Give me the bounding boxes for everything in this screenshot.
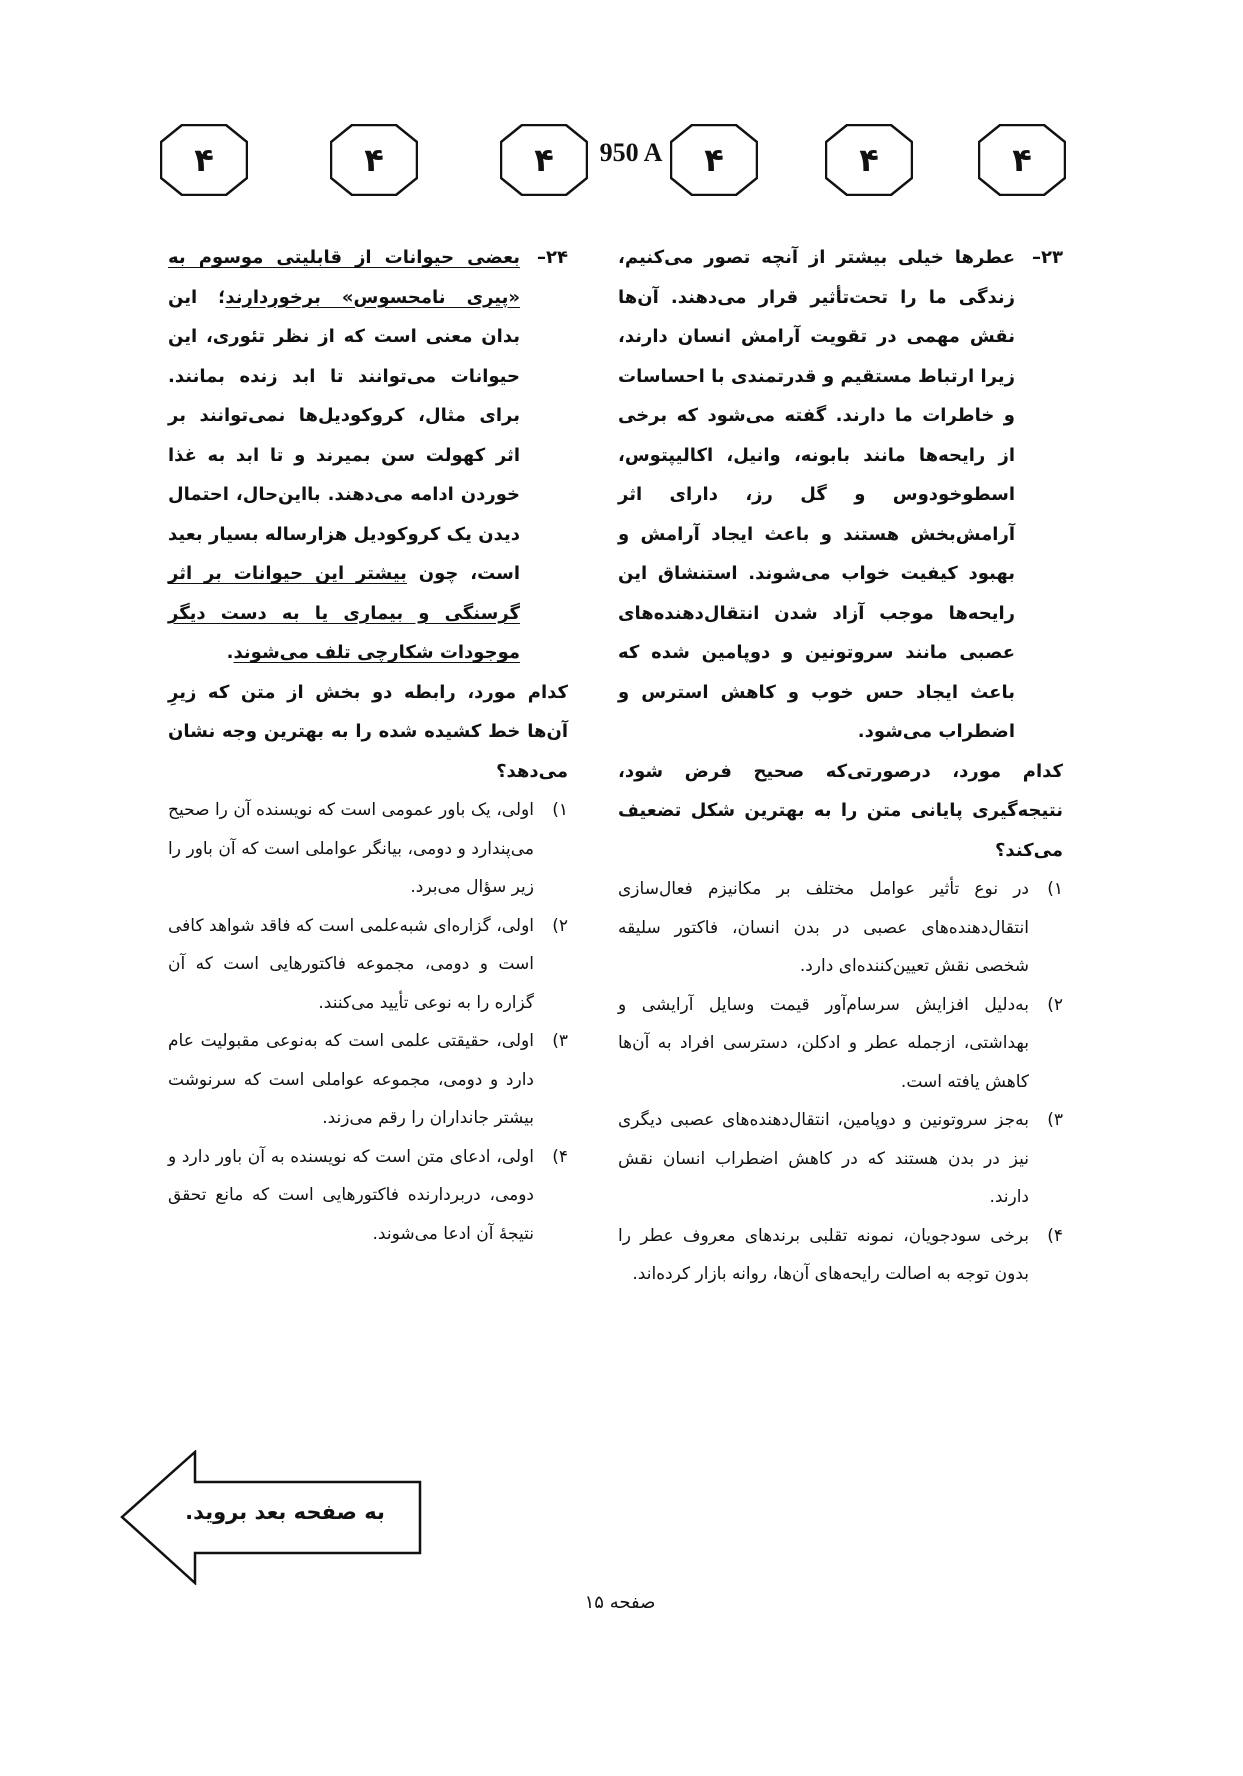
- answer-option-3[interactable]: ۳) به‌جز سروتونین و دوپامین، انتقال‌دهنده‌های عصبی دیگری نیز در بدن هستند که در کاهش اضطراب انسان نقش دارند.: [618, 1110, 1063, 1207]
- option-mark-box: ۴: [978, 124, 1066, 196]
- question-23: [618, 238, 1063, 1294]
- page-header: [160, 120, 1090, 220]
- answer-option-4[interactable]: ۴) برخی سودجویان، نمونه تقلبی برندهای معروف عطر را بدون توجه به اصالت رایحه‌های آن‌ها، روانه بازار کرده‌اند.: [618, 1225, 1063, 1284]
- answer-option-3[interactable]: ۳) اولی، حقیقتی علمی است که به‌نوعی مقبولیت عام دارد و دومی، مجموعه عواملی است که سرنوشت بیشتر جانداران را رقم می‌زند.: [168, 1031, 568, 1128]
- question-number: ۲۳–: [1032, 247, 1063, 268]
- question-number: ۲۴–: [537, 247, 568, 268]
- option-mark-box: ۴: [670, 124, 758, 196]
- option-mark-box: ۴: [160, 124, 248, 196]
- booklet-code: 950 A: [599, 138, 663, 167]
- answer-option-2[interactable]: ۲) به‌دلیل افزایش سرسام‌آور قیمت وسایل آرایشی و بهداشتی، ازجمله عطر و ادکلن، دسترسی افراد به آن‌ها کاهش یافته است.: [618, 994, 1063, 1092]
- page-number: صفحه ۱۵: [584, 1592, 656, 1613]
- question-stem: عطرها خیلی بیشتر از آنچه تصور می‌کنیم، زندگی ما را تحت‌تأثیر قرار می‌دهند. آن‌ها نقش مهمی در تقویت آرامش انسان دارند، زیرا ارتباط مستقیم و قدرتمندی با احساسات و خاطرات ما دارند. گفته می‌شود که برخی از رایحه‌ها مانند بابونه، وانیل، اکالیپتوس، اسطوخودوس و گل رز، دارای اثر آرامش‌بخش هستند و باعث ایجاد آرامش و بهبود کیفیت خواب می‌شوند. استنشاق این رایحه‌ها موجب آزاد شدن انتقال‌دهنده‌های عصبی مانند سروتونین و دوپامین شده که باعث ایجاد حس خوب و کاهش استرس و اضطراب می‌شود.: [618, 247, 1015, 742]
- next-page-label: به صفحه بعد بروید.: [185, 1500, 385, 1524]
- answer-option-1[interactable]: ۱) در نوع تأثیر عوامل مختلف بر مکانیزم فعال‌سازی انتقال‌دهنده‌های عصبی در بدن انسان، فاکتور سلیقه شخصی نقش تعیین‌کننده‌ای دارد.: [618, 879, 1063, 976]
- answer-option-2[interactable]: ۲) اولی، گزاره‌ای شبه‌علمی است که فاقد شواهد کافی است و دومی، مجموعه فاکتورهایی است که آن گزاره را به نوعی تأیید می‌کنند.: [168, 915, 568, 1013]
- option-mark-box: ۴: [500, 124, 588, 196]
- option-mark-box: ۴: [825, 124, 913, 196]
- option-mark-box: ۴: [330, 124, 418, 196]
- question-prompt: کدام مورد، درصورتی‌که صحیح فرض شود، نتیجه‌گیری پایانی متن را به بهترین شکل تضعیف می‌کند؟: [618, 760, 1063, 861]
- question-prompt: کدام مورد، رابطه دو بخش از متن که زیرِ آن‌ها خط کشیده شده را به بهترین وجه نشان می‌دهد؟: [168, 681, 568, 782]
- question-stem: بعضی حیوانات از قابلیتی موسوم به «پیری نامحسوس» برخوردارند؛ این بدان معنی است که از نظر تئوری، این حیوانات می‌توانند تا ابد زنده بمانند. برای مثال، کروکودیل‌ها نمی‌توانند بر اثر کهولت سن بمیرند و تا ابد به غذا خوردن ادامه می‌دهند. بااین‌حال، احتمال دیدن یک کروکودیل هزارساله بسیار بعید است، چون بیشتر این حیوانات بر اثر گرسنگی و بیماری یا به دست دیگر موجودات شکارچی تلف می‌شوند.: [168, 247, 521, 663]
- underlined-part-1: بعضی حیوانات از قابلیتی موسوم به «پیری نامحسوس» برخوردارند: [168, 247, 520, 308]
- answer-option-4[interactable]: ۴) اولی، ادعای متن است که نویسنده به آن باور دارد و دومی، دربردارنده فاکتورهایی است که مانع تحقق نتیجهٔ آن ادعا می‌شوند.: [168, 1146, 568, 1244]
- underlined-part-2: بیشتر این حیوانات بر اثر گرسنگی و بیماری یا به دست دیگر موجودات شکارچی تلف می‌شوند: [168, 563, 520, 663]
- answer-option-1[interactable]: ۱) اولی، یک باور عمومی است که نویسنده آن را صحیح می‌پندارد و دومی، بیانگر عواملی است که آن باور را زیر سؤال می‌برد.: [168, 800, 568, 897]
- question-24: [168, 238, 568, 1253]
